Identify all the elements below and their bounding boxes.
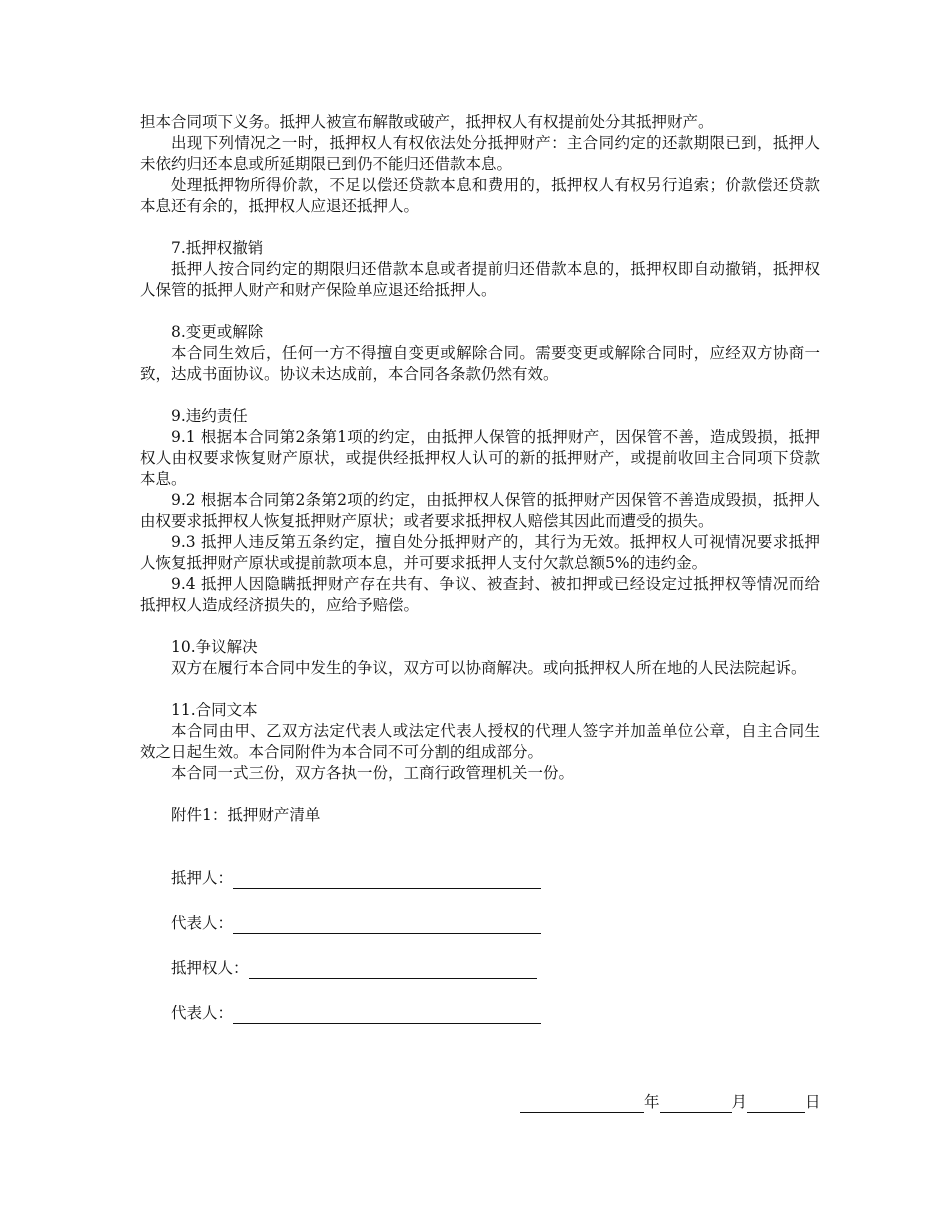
day-blank[interactable] xyxy=(747,1095,805,1113)
section-11-heading: 11.合同文本 xyxy=(171,701,258,719)
signature-row-mortgagee xyxy=(140,957,820,979)
signature-label: 抵押权人： xyxy=(171,959,249,977)
section-9-item-2: 9.2 根据本合同第2条第2项的约定，由抵押权人保管的抵押财产因保管不善造成毁损，抵押人由权要求抵押权人恢复抵押财产原状；或者要求抵押权人赔偿其因此而遭受的损失。 xyxy=(140,491,820,530)
attachment-note: 附件1：抵押财产清单 xyxy=(171,806,321,824)
month-blank[interactable] xyxy=(660,1095,732,1113)
signature-line[interactable] xyxy=(233,871,541,889)
signature-row-mortgagor xyxy=(140,867,820,889)
signature-row-representative xyxy=(140,912,820,934)
section-7-body: 抵押人按合同约定的期限归还借款本息或者提前归还借款本息的，抵押权即自动撤销，抵押权人保管的抵押人财产和财产保险单应退还给抵押人。 xyxy=(140,260,820,299)
contract-page xyxy=(140,112,820,1024)
signature-line[interactable] xyxy=(233,916,541,934)
section-9-item-4: 9.4 抵押人因隐瞒抵押财产存在共有、争议、被查封、被扣押或已经设定过抵押权等情况而给抵押权人造成经济损失的，应给予赔偿。 xyxy=(140,575,820,614)
paragraph-disposal-conditions: 出现下列情况之一时，抵押权人有权依法处分抵押财产：主合同约定的还款期限已到，抵押人未依约归还本息或所延期限已到仍不能归还借款本息。 xyxy=(140,134,820,173)
section-9-heading: 9.违约责任 xyxy=(171,407,248,425)
section-10-body: 双方在履行本合同中发生的争议，双方可以协商解决。或向抵押权人所在地的人民法院起诉。 xyxy=(171,659,807,677)
signature-row-representative-2 xyxy=(140,1002,820,1024)
month-label: 月 xyxy=(731,1093,748,1111)
section-8-body: 本合同生效后，任何一方不得擅自变更或解除合同。需要变更或解除合同时，应经双方协商一致，达成书面协议。协议未达成前，本合同各条款仍然有效。 xyxy=(140,344,820,383)
section-9-item-1: 9.1 根据本合同第2条第1项的约定，由抵押人保管的抵押财产，因保管不善，造成毁损，抵押权人由权要求恢复财产原状，或提供经抵押权人认可的新的抵押财产，或提前收回主合同项下贷款本息。 xyxy=(140,428,820,488)
section-7-heading: 7.抵押权撤销 xyxy=(171,239,264,257)
day-label: 日 xyxy=(805,1093,821,1111)
year-label: 年 xyxy=(644,1093,660,1111)
signature-label: 抵押人： xyxy=(171,869,234,887)
section-10-heading: 10.争议解决 xyxy=(171,638,258,656)
year-blank[interactable] xyxy=(520,1095,644,1113)
section-8-heading: 8.变更或解除 xyxy=(171,323,264,341)
section-11-body-2: 本合同一式三份，双方各执一份，工商行政管理机关一份。 xyxy=(171,764,575,782)
paragraph-proceeds: 处理抵押物所得价款，不足以偿还贷款本息和费用的，抵押权人有权另行追索；价款偿还贷款本息还有余的，抵押权人应退还抵押人。 xyxy=(140,176,820,215)
section-11-body-1: 本合同由甲、乙双方法定代表人或法定代表人授权的代理人签字并加盖单位公章，自主合同生效之日起生效。本合同附件为本合同不可分割的组成部分。 xyxy=(140,722,820,761)
date-row xyxy=(520,1092,821,1113)
signature-line[interactable] xyxy=(233,1006,541,1024)
signature-line[interactable] xyxy=(249,961,537,979)
section-9-item-3: 9.3 抵押人违反第五条约定，擅自处分抵押财产的，其行为无效。抵押权人可视情况要求抵押人恢复抵押财产原状或提前款项本息，并可要求抵押人支付欠款总额5%的违约金。 xyxy=(140,533,820,572)
paragraph-dissolution: 担本合同项下义务。抵押人被宣布解散或破产，抵押权人有权提前处分其抵押财产。 xyxy=(140,113,714,131)
signature-label: 代表人： xyxy=(171,914,234,932)
signature-label: 代表人： xyxy=(171,1004,234,1022)
